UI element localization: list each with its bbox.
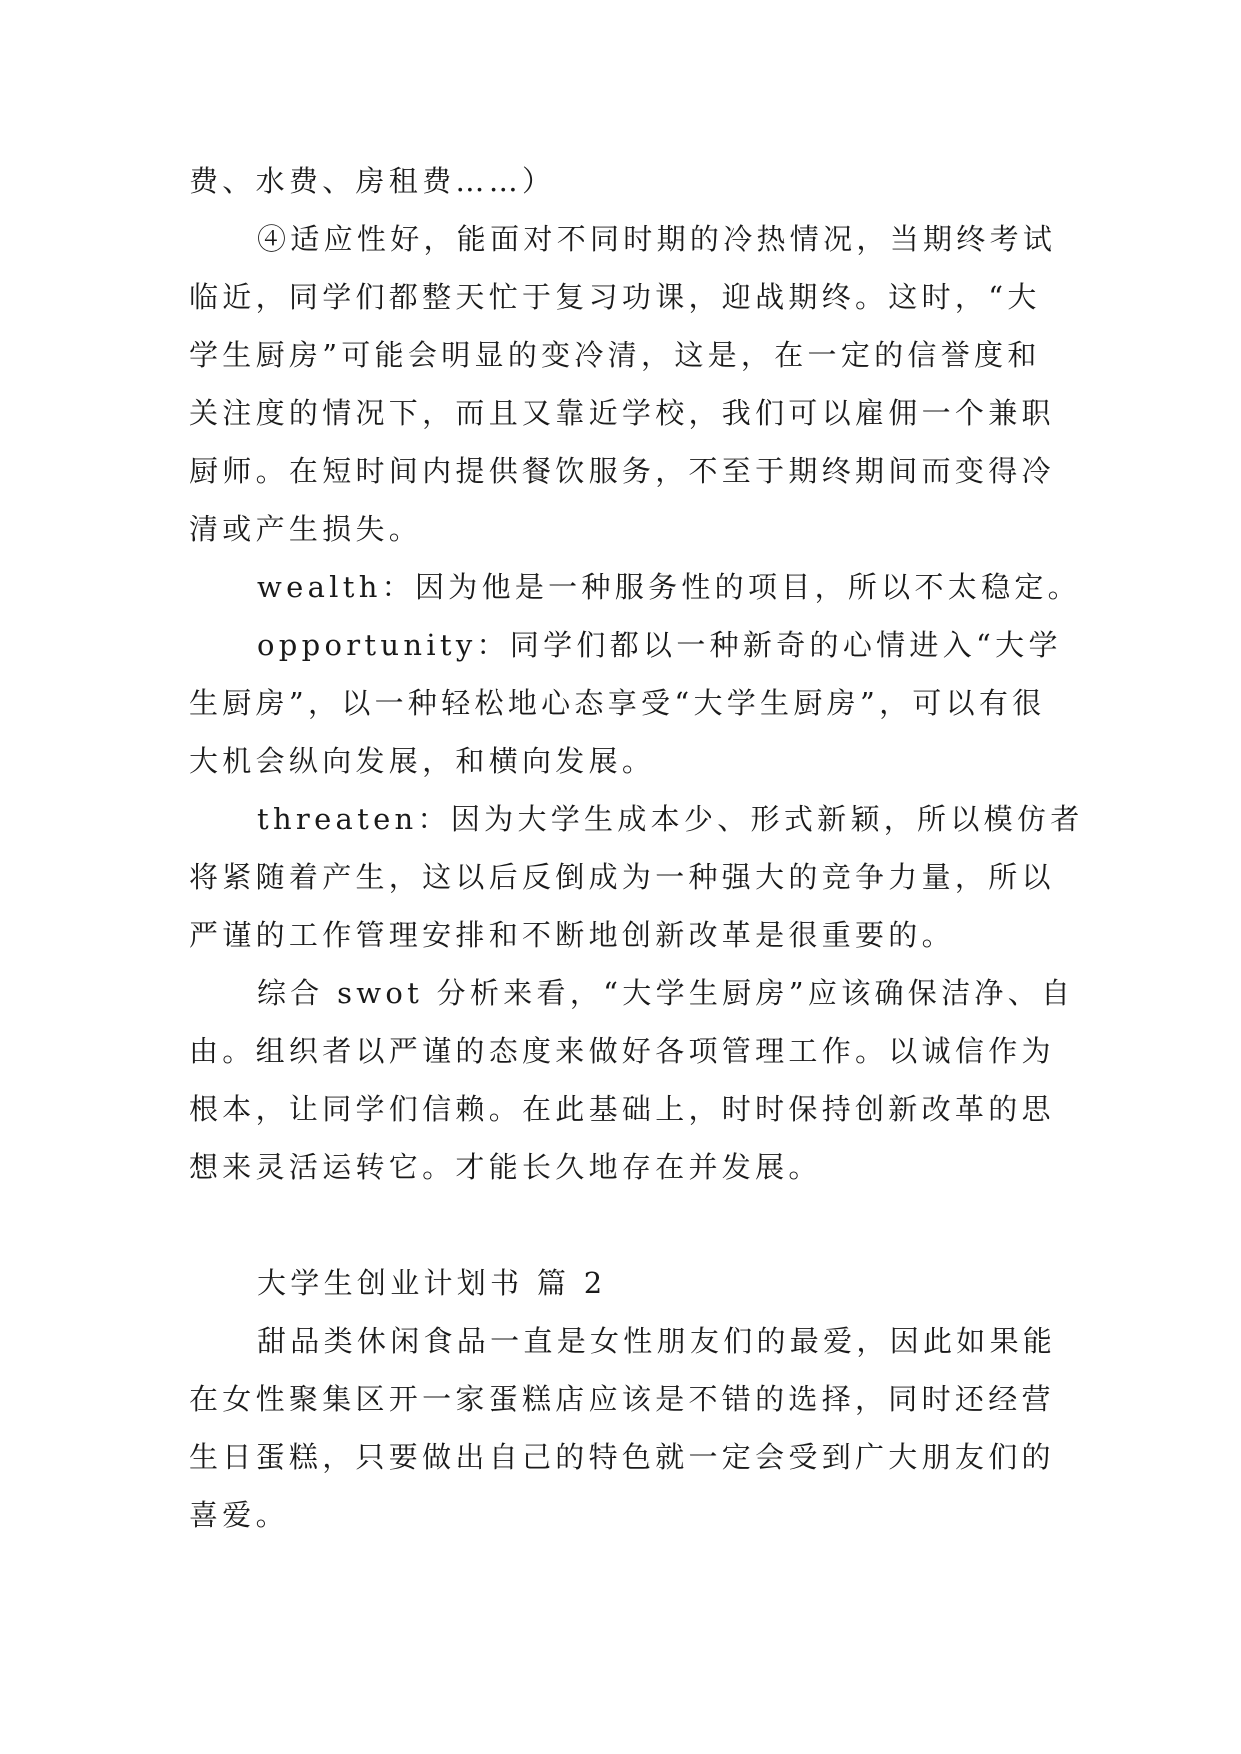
section-heading: 大学生创业计划书 篇 2 bbox=[257, 1266, 607, 1300]
text-line: wealth：因为他是一种服务性的项目，所以不太稳定。 bbox=[257, 570, 1081, 604]
text-line: 根本，让同学们信赖。在此基础上，时时保持创新改革的思 bbox=[189, 1092, 1055, 1126]
text-line: 甜品类休闲食品一直是女性朋友们的最爱，因此如果能 bbox=[257, 1324, 1057, 1358]
text-line: 严谨的工作管理安排和不断地创新改革是很重要的。 bbox=[189, 918, 955, 952]
text-line: 大机会纵向发展，和横向发展。 bbox=[189, 744, 656, 778]
text-line: 将紧随着产生，这以后反倒成为一种强大的竞争力量，所以 bbox=[189, 860, 1055, 894]
text-line: threaten：因为大学生成本少、形式新颖，所以模仿者 bbox=[257, 802, 1084, 836]
text-line: opportunity：同学们都以一种新奇的心情进入“大学 bbox=[257, 628, 1062, 662]
text-line: 由。组织者以严谨的态度来做好各项管理工作。以诚信作为 bbox=[189, 1034, 1055, 1068]
text-line: 生日蛋糕，只要做出自己的特色就一定会受到广大朋友们的 bbox=[189, 1440, 1055, 1474]
text-line: 临近，同学们都整天忙于复习功课，迎战期终。这时，“大 bbox=[189, 280, 1041, 314]
text-line: 喜爱。 bbox=[189, 1498, 289, 1532]
text-line: 学生厨房”可能会明显的变冷清，这是，在一定的信誉度和 bbox=[189, 338, 1041, 372]
text-line: 综合 swot 分析来看，“大学生厨房”应该确保洁净、自 bbox=[257, 976, 1075, 1010]
text-line: 关注度的情况下，而且又靠近学校，我们可以雇佣一个兼职 bbox=[189, 396, 1055, 430]
text-line: 清或产生损失。 bbox=[189, 512, 423, 546]
text-line: 费、水费、房租费……） bbox=[189, 164, 556, 198]
text-line: 在女性聚集区开一家蛋糕店应该是不错的选择，同时还经营 bbox=[189, 1382, 1055, 1416]
text-line: 想来灵活运转它。才能长久地存在并发展。 bbox=[189, 1150, 822, 1184]
text-line: 厨师。在短时间内提供餐饮服务，不至于期终期间而变得冷 bbox=[189, 454, 1055, 488]
text-line: ④适应性好，能面对不同时期的冷热情况，当期终考试 bbox=[257, 222, 1057, 256]
text-line: 生厨房”，以一种轻松地心态享受“大学生厨房”，可以有很 bbox=[189, 686, 1046, 720]
